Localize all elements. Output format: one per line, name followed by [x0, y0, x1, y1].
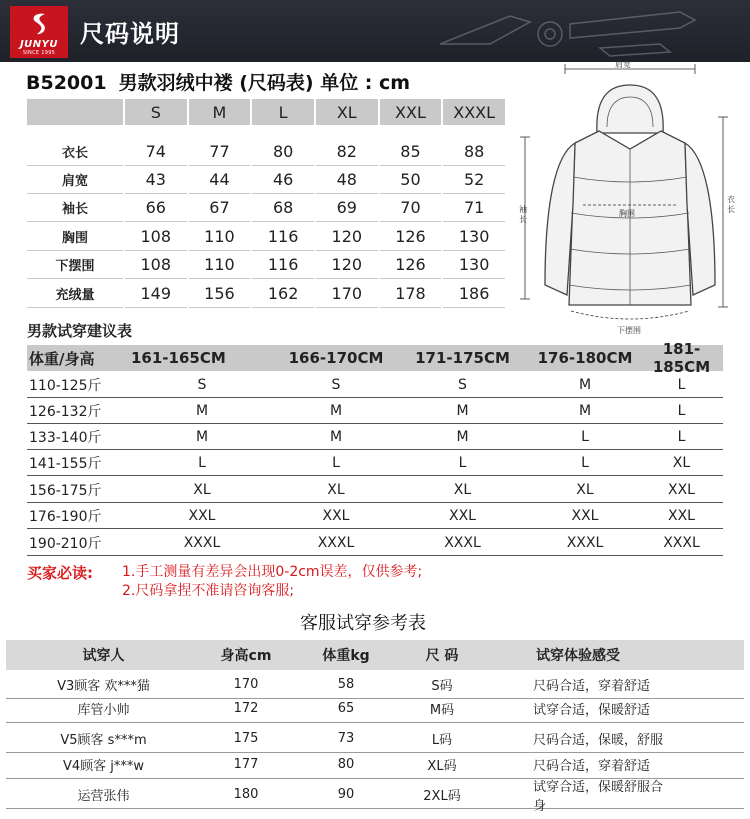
customer-cell: V4顾客 j***w — [62, 759, 145, 774]
notice-line: 1.手工测量有差异会出现0-2cm误差，仅供参考; — [122, 564, 423, 580]
customer-header-cell: 试穿人 — [82, 648, 125, 664]
rec-cell: 126-132斤 — [29, 403, 102, 420]
notice-label: 买家必读: — [27, 564, 93, 582]
customer-cell: V5顾客 s***m — [60, 733, 147, 748]
customer-cell: 尺码合适，穿着舒适 — [533, 759, 651, 774]
size-table-row — [27, 138, 505, 166]
product-code: B52001 — [26, 72, 107, 94]
rec-cell: XXL — [668, 481, 695, 498]
rec-header-cell: 181-185CM — [652, 340, 711, 376]
size-cell: 48 — [316, 166, 378, 194]
size-cell: 77 — [189, 138, 251, 166]
rec-cell: M — [578, 376, 592, 393]
size-cell: 108 — [125, 251, 187, 279]
size-table-header — [27, 99, 505, 125]
rec-cell: XXXL — [566, 534, 604, 551]
size-cell: 67 — [189, 194, 251, 222]
rec-cell: M — [329, 428, 343, 445]
size-cell: 46 — [252, 166, 314, 194]
rec-cell: XXXL — [444, 534, 481, 551]
rec-cell: M — [329, 402, 343, 419]
junyu-logo-icon — [24, 9, 54, 39]
recommendation-row — [27, 450, 723, 476]
recommendation-row — [27, 424, 723, 450]
customer-cell: 172 — [233, 701, 259, 716]
size-header-cell: XXXL — [443, 99, 505, 125]
size-cell: 68 — [252, 194, 314, 222]
rec-cell: XXXL — [183, 534, 221, 551]
customer-cell: L码 — [431, 733, 453, 748]
size-table-row — [27, 194, 505, 222]
size-row-label: 衣长 — [27, 138, 123, 166]
size-cell: 88 — [443, 138, 505, 166]
rec-cell: L — [198, 454, 206, 471]
rec-cell: L — [458, 454, 467, 471]
customer-cell: 65 — [337, 701, 355, 716]
rec-cell: XXXL — [317, 534, 355, 551]
size-row-label: 下摆围 — [27, 251, 123, 279]
rec-cell: L — [677, 376, 686, 393]
chest-label: 胸围 — [619, 209, 635, 218]
size-cell: 70 — [380, 194, 442, 222]
size-cell: 71 — [443, 194, 505, 222]
customer-cell: 175 — [233, 731, 259, 746]
size-header-cell: S — [125, 99, 187, 125]
size-cell: 178 — [380, 280, 442, 308]
rec-cell: S — [458, 376, 467, 393]
size-table-row — [27, 166, 505, 194]
rec-cell: 190-210斤 — [29, 535, 102, 552]
down-jacket-icon — [515, 55, 745, 345]
customer-cell: 177 — [233, 757, 259, 772]
customer-cell: 试穿合适，保暖舒服合身 — [533, 779, 664, 814]
rec-cell: M — [456, 402, 469, 419]
size-cell: 74 — [125, 138, 187, 166]
rec-cell: 176-190斤 — [29, 508, 102, 525]
rec-cell: L — [581, 454, 589, 471]
recommendation-row — [27, 477, 723, 503]
size-cell: 130 — [443, 251, 505, 279]
size-cell: 156 — [189, 280, 251, 308]
logo-since-text: SINCE 1995 — [22, 50, 56, 56]
rec-cell: L — [677, 402, 686, 419]
size-cell: 170 — [316, 280, 378, 308]
size-cell: 44 — [189, 166, 251, 194]
size-cell: 126 — [380, 223, 442, 251]
rec-cell: 156-175斤 — [29, 482, 102, 499]
recommendation-row — [27, 530, 723, 556]
customer-cell: 尺码合适，保暖，舒服 — [533, 733, 664, 748]
jacket-diagram — [515, 55, 745, 345]
rec-cell: XXL — [449, 507, 476, 524]
rec-cell: XL — [576, 481, 594, 498]
size-cell: 116 — [252, 223, 314, 251]
customer-cell: 库管小帅 — [77, 703, 130, 718]
rec-cell: 133-140斤 — [29, 429, 102, 446]
size-cell: 69 — [316, 194, 378, 222]
customer-cell: 试穿合适，保暖舒适 — [533, 703, 651, 718]
size-cell: 50 — [380, 166, 442, 194]
rec-cell: 141-155斤 — [29, 455, 102, 472]
size-cell: 52 — [443, 166, 505, 194]
rec-cell: XL — [453, 481, 472, 498]
sleeve-length-label: 袖长 — [519, 205, 527, 224]
size-cell: 186 — [443, 280, 505, 308]
rec-cell: XXL — [188, 507, 216, 524]
size-cell: 120 — [316, 251, 378, 279]
size-cell: 110 — [189, 251, 251, 279]
size-cell: 43 — [125, 166, 187, 194]
customer-cell: 尺码合适，穿着舒适 — [533, 679, 651, 694]
customer-row — [6, 725, 744, 753]
rec-cell: 110-125斤 — [29, 377, 102, 394]
size-cell: 82 — [316, 138, 378, 166]
rec-cell: XL — [327, 481, 345, 498]
size-cell: 108 — [125, 223, 187, 251]
rec-header-cell: 161-165CM — [131, 349, 226, 367]
recommendation-row — [27, 503, 723, 529]
rec-cell: S — [197, 376, 207, 393]
size-header-cell: M — [189, 99, 251, 125]
customer-cell: XL码 — [427, 759, 457, 774]
rec-cell: M — [195, 402, 209, 419]
size-table-row — [27, 223, 505, 251]
recommendation-header — [27, 340, 723, 376]
customer-header-cell: 身高cm — [220, 648, 272, 664]
shoulder-width-label: 肩宽 — [615, 60, 631, 69]
customer-cell: 170 — [233, 677, 259, 692]
rec-cell: S — [331, 376, 341, 393]
size-table-row — [27, 280, 505, 308]
customer-cell: 58 — [337, 677, 355, 692]
customer-cell: 180 — [233, 787, 259, 802]
size-header-cell: L — [252, 99, 314, 125]
customer-row — [6, 779, 744, 814]
rec-cell: L — [677, 428, 686, 445]
rec-cell: XXXL — [663, 534, 700, 551]
customer-cell: 80 — [337, 757, 355, 772]
brand-logo — [10, 6, 68, 58]
page-title: 尺码说明 — [80, 20, 180, 48]
rec-cell: L — [581, 428, 589, 445]
recommendation-row — [27, 398, 723, 424]
body-length-label: 衣长 — [727, 195, 735, 214]
rec-cell: XL — [672, 454, 691, 471]
customer-header-cell: 体重kg — [322, 648, 370, 664]
rec-header-cell: 171-175CM — [415, 349, 510, 367]
customer-table-title: 客服试穿参考表 — [300, 613, 426, 634]
size-row-label: 肩宽 — [27, 166, 123, 194]
recommendation-title: 男款试穿建议表 — [27, 322, 133, 340]
customer-cell: 90 — [337, 787, 355, 802]
size-row-label: 充绒量 — [27, 280, 123, 308]
rec-header-cell: 体重/身高 — [29, 349, 95, 368]
rec-cell: XXL — [322, 507, 350, 524]
rec-cell: M — [578, 402, 592, 419]
size-cell: 85 — [380, 138, 442, 166]
customer-table-header — [6, 640, 744, 670]
rec-cell: XXL — [668, 507, 695, 524]
size-cell: 149 — [125, 280, 187, 308]
customer-cell: S码 — [431, 679, 453, 694]
rec-header-cell: 166-170CM — [288, 349, 384, 367]
size-cell: 130 — [443, 223, 505, 251]
size-cell: 126 — [380, 251, 442, 279]
notice-line: 2.尺码拿捏不准请咨询客服; — [122, 583, 295, 599]
customer-row — [6, 695, 744, 723]
rec-cell: M — [456, 428, 469, 445]
size-cell: 66 — [125, 194, 187, 222]
rec-cell: M — [195, 428, 209, 445]
size-header-cell: XXL — [380, 99, 442, 125]
customer-cell: M码 — [429, 703, 455, 718]
customer-header-cell: 尺 码 — [425, 648, 459, 664]
customer-cell: 73 — [337, 731, 355, 746]
customer-cell: V3顾客 欢***猫 — [57, 679, 150, 694]
size-table-row — [27, 251, 505, 279]
tools-sketch-icon — [420, 4, 720, 60]
size-cell: 162 — [252, 280, 314, 308]
size-row-label: 袖长 — [27, 194, 123, 222]
size-chart-title — [26, 68, 422, 95]
customer-cell: 2XL码 — [423, 789, 461, 804]
customer-cell: 运营张伟 — [77, 789, 130, 804]
size-row-label: 胸围 — [27, 223, 123, 251]
size-cell: 120 — [316, 223, 378, 251]
size-cell: 80 — [252, 138, 314, 166]
rec-cell: XXL — [571, 507, 599, 524]
rec-cell: L — [332, 454, 340, 471]
size-cell: 116 — [252, 251, 314, 279]
recommendation-row — [27, 372, 723, 398]
size-header-cell: XL — [316, 99, 378, 125]
size-chart-caption: 男款羽绒中褛 (尺码表) 单位 : cm — [118, 72, 411, 94]
logo-brand-text: JUNYU — [19, 39, 59, 50]
rec-cell: XL — [193, 481, 211, 498]
hem-label: 下摆围 — [617, 326, 641, 335]
size-header-corner — [27, 99, 123, 125]
customer-header-cell: 试穿体验感受 — [536, 648, 620, 664]
size-cell: 110 — [189, 223, 251, 251]
rec-header-cell: 176-180CM — [537, 349, 633, 367]
